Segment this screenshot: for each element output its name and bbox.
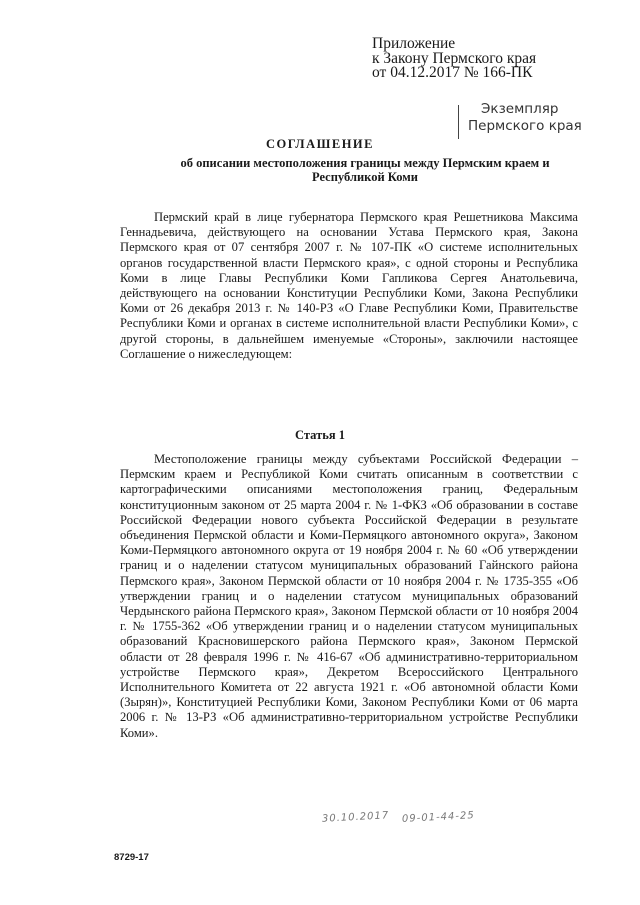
appendix-line-3: от 04.12.2017 № 166-ПК (372, 64, 533, 81)
appendix-line-1: Приложение (372, 35, 456, 52)
article-1-paragraph (120, 452, 578, 741)
stamp-line-2: Пермского края (468, 118, 582, 134)
stamp-border (458, 105, 459, 139)
article-1-text: Местоположение границы между субъектами Российской Федерации – Пермским краем и Республикой Коми считать описанным в соответствии с картографическими описаниями местоположения границ, Федеральным конституционным законом от 25 марта 2004 г. № 1-ФКЗ «Об образовании в составе Российской Федерации нового субъекта Российской Федерации в результате объединения Пермской области и Коми-Пермяцкого автономного округа», Законом Коми-Пермяцкого автономного округа от 19 ноября 2004 г. № 60 «Об утверждении границ и о наделении статусом муниципальных образований Гайнского района Пермского края», Законом Пермской области от 10 ноября 2004 г. № 1735-355 «Об утверждении границ и о наделении статусом муниципальных образований Чердынского района Пермского края», Законом Пермской области от 10 ноября 2004 г. № 1755-362 «Об утверждении границ и о наделении статусом муниципальных образований Красновишерского района Пермского края», Законом Пермской области от 28 февраля 1996 г. № 416-67 «Об административно-территориальном устройстве Пермского края», Декретом Всероссийского Центрального Исполнительного Комитета от 22 августа 1921 г. «Об автономной области Коми (Зырян)», Конституцией Республики Коми, Законом Республики Коми от 06 марта 2006 г. № 13-РЗ «Об административно-территориальном устройстве Республики Коми». (120, 452, 578, 740)
preamble-text: Пермский край в лице губернатора Пермского края Решетникова Максима Геннадьевича, действующего на основании Устава Пермского края, Закона Пермского края от 07 сентября 2007 г. № 107-ПК «О системе исполнительных органов государственной власти Пермского края», с одной стороны и Республика Коми в лице Главы Республики Коми Гапликова Сергея Анатольевича, действующего на основании Конституции Республики Коми, Закона Республики Коми от 26 декабря 2013 г. № 140-РЗ «О Главе Республики Коми, Правительстве Республики Коми и органах в системе исполнительной власти Республики Коми», с другой стороны, в дальнейшем именуемые «Стороны», заключили настоящее Соглашение о нижеследующем: (120, 210, 578, 361)
stamp-line-1: Экземпляр (481, 101, 559, 117)
preamble-paragraph (120, 210, 578, 362)
appendix-line-2: к Закону Пермского края (372, 49, 537, 67)
handwritten-registration-number: 09-01-44-25 (401, 810, 475, 825)
document-title: СОГЛАШЕНИЕ (265, 137, 374, 151)
document-subtitle: об описании местоположения границы между Пермским краем и Республикой Коми (180, 156, 550, 184)
handwritten-date: 30.10.2017 (321, 810, 390, 825)
article-1-heading: Статья 1 (295, 428, 345, 442)
appendix-header (372, 37, 536, 81)
footer-code: 8729-17 (114, 852, 149, 863)
